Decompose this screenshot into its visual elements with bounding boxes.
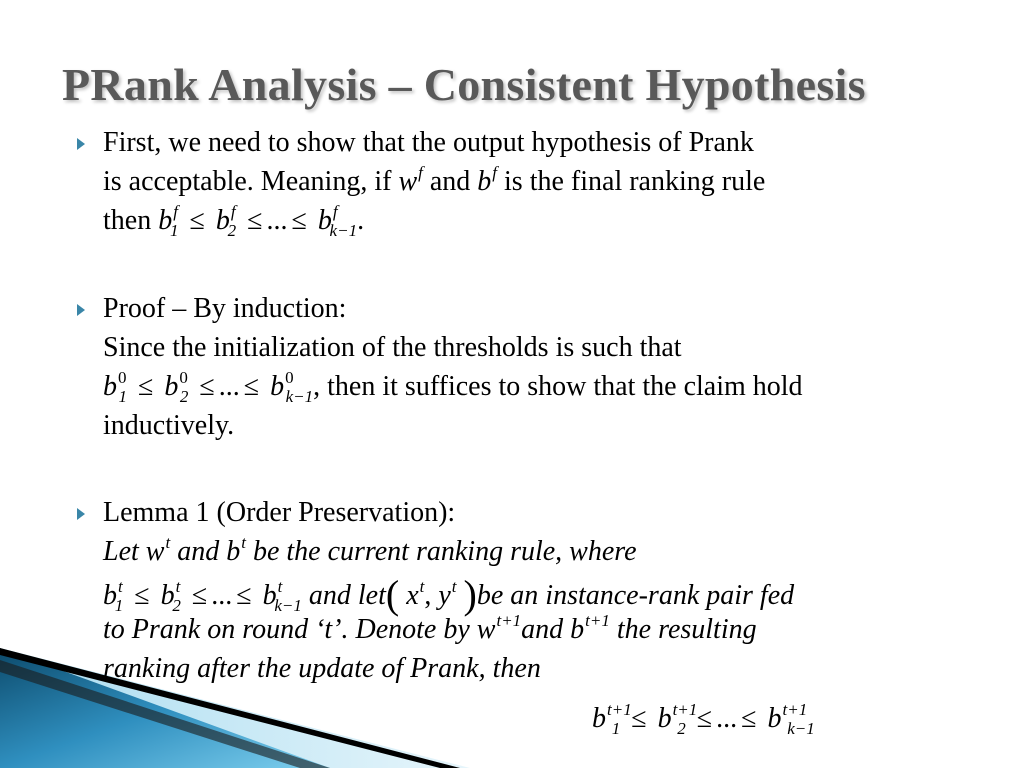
math-b-t: $b^t$ xyxy=(226,533,246,567)
bullet-1-line-2 xyxy=(103,163,765,204)
math-instance-pair: ( $x^t$, $y^t$ ) xyxy=(385,572,477,617)
math-w-f: $w^f$ xyxy=(398,163,423,197)
math-threshold-order-final: $b^f_1 \le b^f_2$ ≤ ... ≤ $b^f_{k-1}$. xyxy=(158,202,365,240)
lemma-conclusion-formula xyxy=(592,700,815,741)
math-threshold-order-t-plus-1: $b^{t+1}_1 \le b^{t+1}_2$ ≤ ... ≤ $b^{t+1}_{k-1}$ xyxy=(592,700,815,738)
math-w-t-plus-1: $w^{t+1}$ xyxy=(476,611,522,645)
bullet-arrow-icon xyxy=(77,138,85,150)
bullet-1-text-a: is acceptable. Meaning, if xyxy=(103,166,392,197)
lemma-text-and: and xyxy=(177,536,220,567)
bullet-arrow-icon xyxy=(77,304,85,316)
bullet-1-line-1: First, we need to show that the output hypothesis of Prank xyxy=(103,127,754,158)
math-threshold-order-init: $b^0_1 \le b^0_2$ ≤ ... ≤ $b^0_{k-1}$ xyxy=(103,368,314,406)
bullet-1-text-then: then xyxy=(103,205,152,236)
lemma-text-round: to Prank on round ‘t’. Denote by xyxy=(103,614,470,645)
lemma-text-let: Let xyxy=(103,536,139,567)
math-threshold-order-t: $b^t_1 \le b^t_2$ ≤ ... ≤ $b^t_{k-1}$ xyxy=(103,577,302,615)
bullet-2-line-2: Since the initialization of the thresholds is such that xyxy=(103,332,682,363)
bullet-2-line-1: Proof – By induction: xyxy=(103,293,347,324)
bullet-2-text-then: , then it suffices to show that the claim hold xyxy=(313,371,803,402)
bullet-1-text-b: is the final ranking rule xyxy=(504,166,766,197)
bullet-arrow-icon xyxy=(77,508,85,520)
math-b-t-plus-1: $b^{t+1}$ xyxy=(570,611,610,645)
math-w-t: $w^t$ xyxy=(145,533,171,567)
lemma-text-resulting: the resulting xyxy=(616,614,757,645)
bullet-3-line-2 xyxy=(103,533,637,574)
slide-title: PRank Analysis – Consistent Hypothesis xyxy=(62,59,866,110)
math-b-f: $b^f$ xyxy=(477,163,498,197)
bullet-3-line-4 xyxy=(103,611,757,652)
lemma-text-and-let: and let xyxy=(308,580,386,611)
lemma-text-pair-fed: be an instance-rank pair fed xyxy=(476,580,795,611)
lemma-text-and-2: and xyxy=(521,614,564,645)
bullet-3-line-1: Lemma 1 (Order Preservation): xyxy=(103,497,456,528)
bullet-2-line-3 xyxy=(103,368,803,409)
bullet-1-line-3 xyxy=(103,202,364,243)
bullet-1-text-and: and xyxy=(429,166,471,197)
bullet-2-line-4: inductively. xyxy=(103,410,235,441)
bullet-3-line-5: ranking after the update of Prank, then xyxy=(103,653,541,684)
lemma-text-current: be the current ranking rule, where xyxy=(252,536,637,567)
